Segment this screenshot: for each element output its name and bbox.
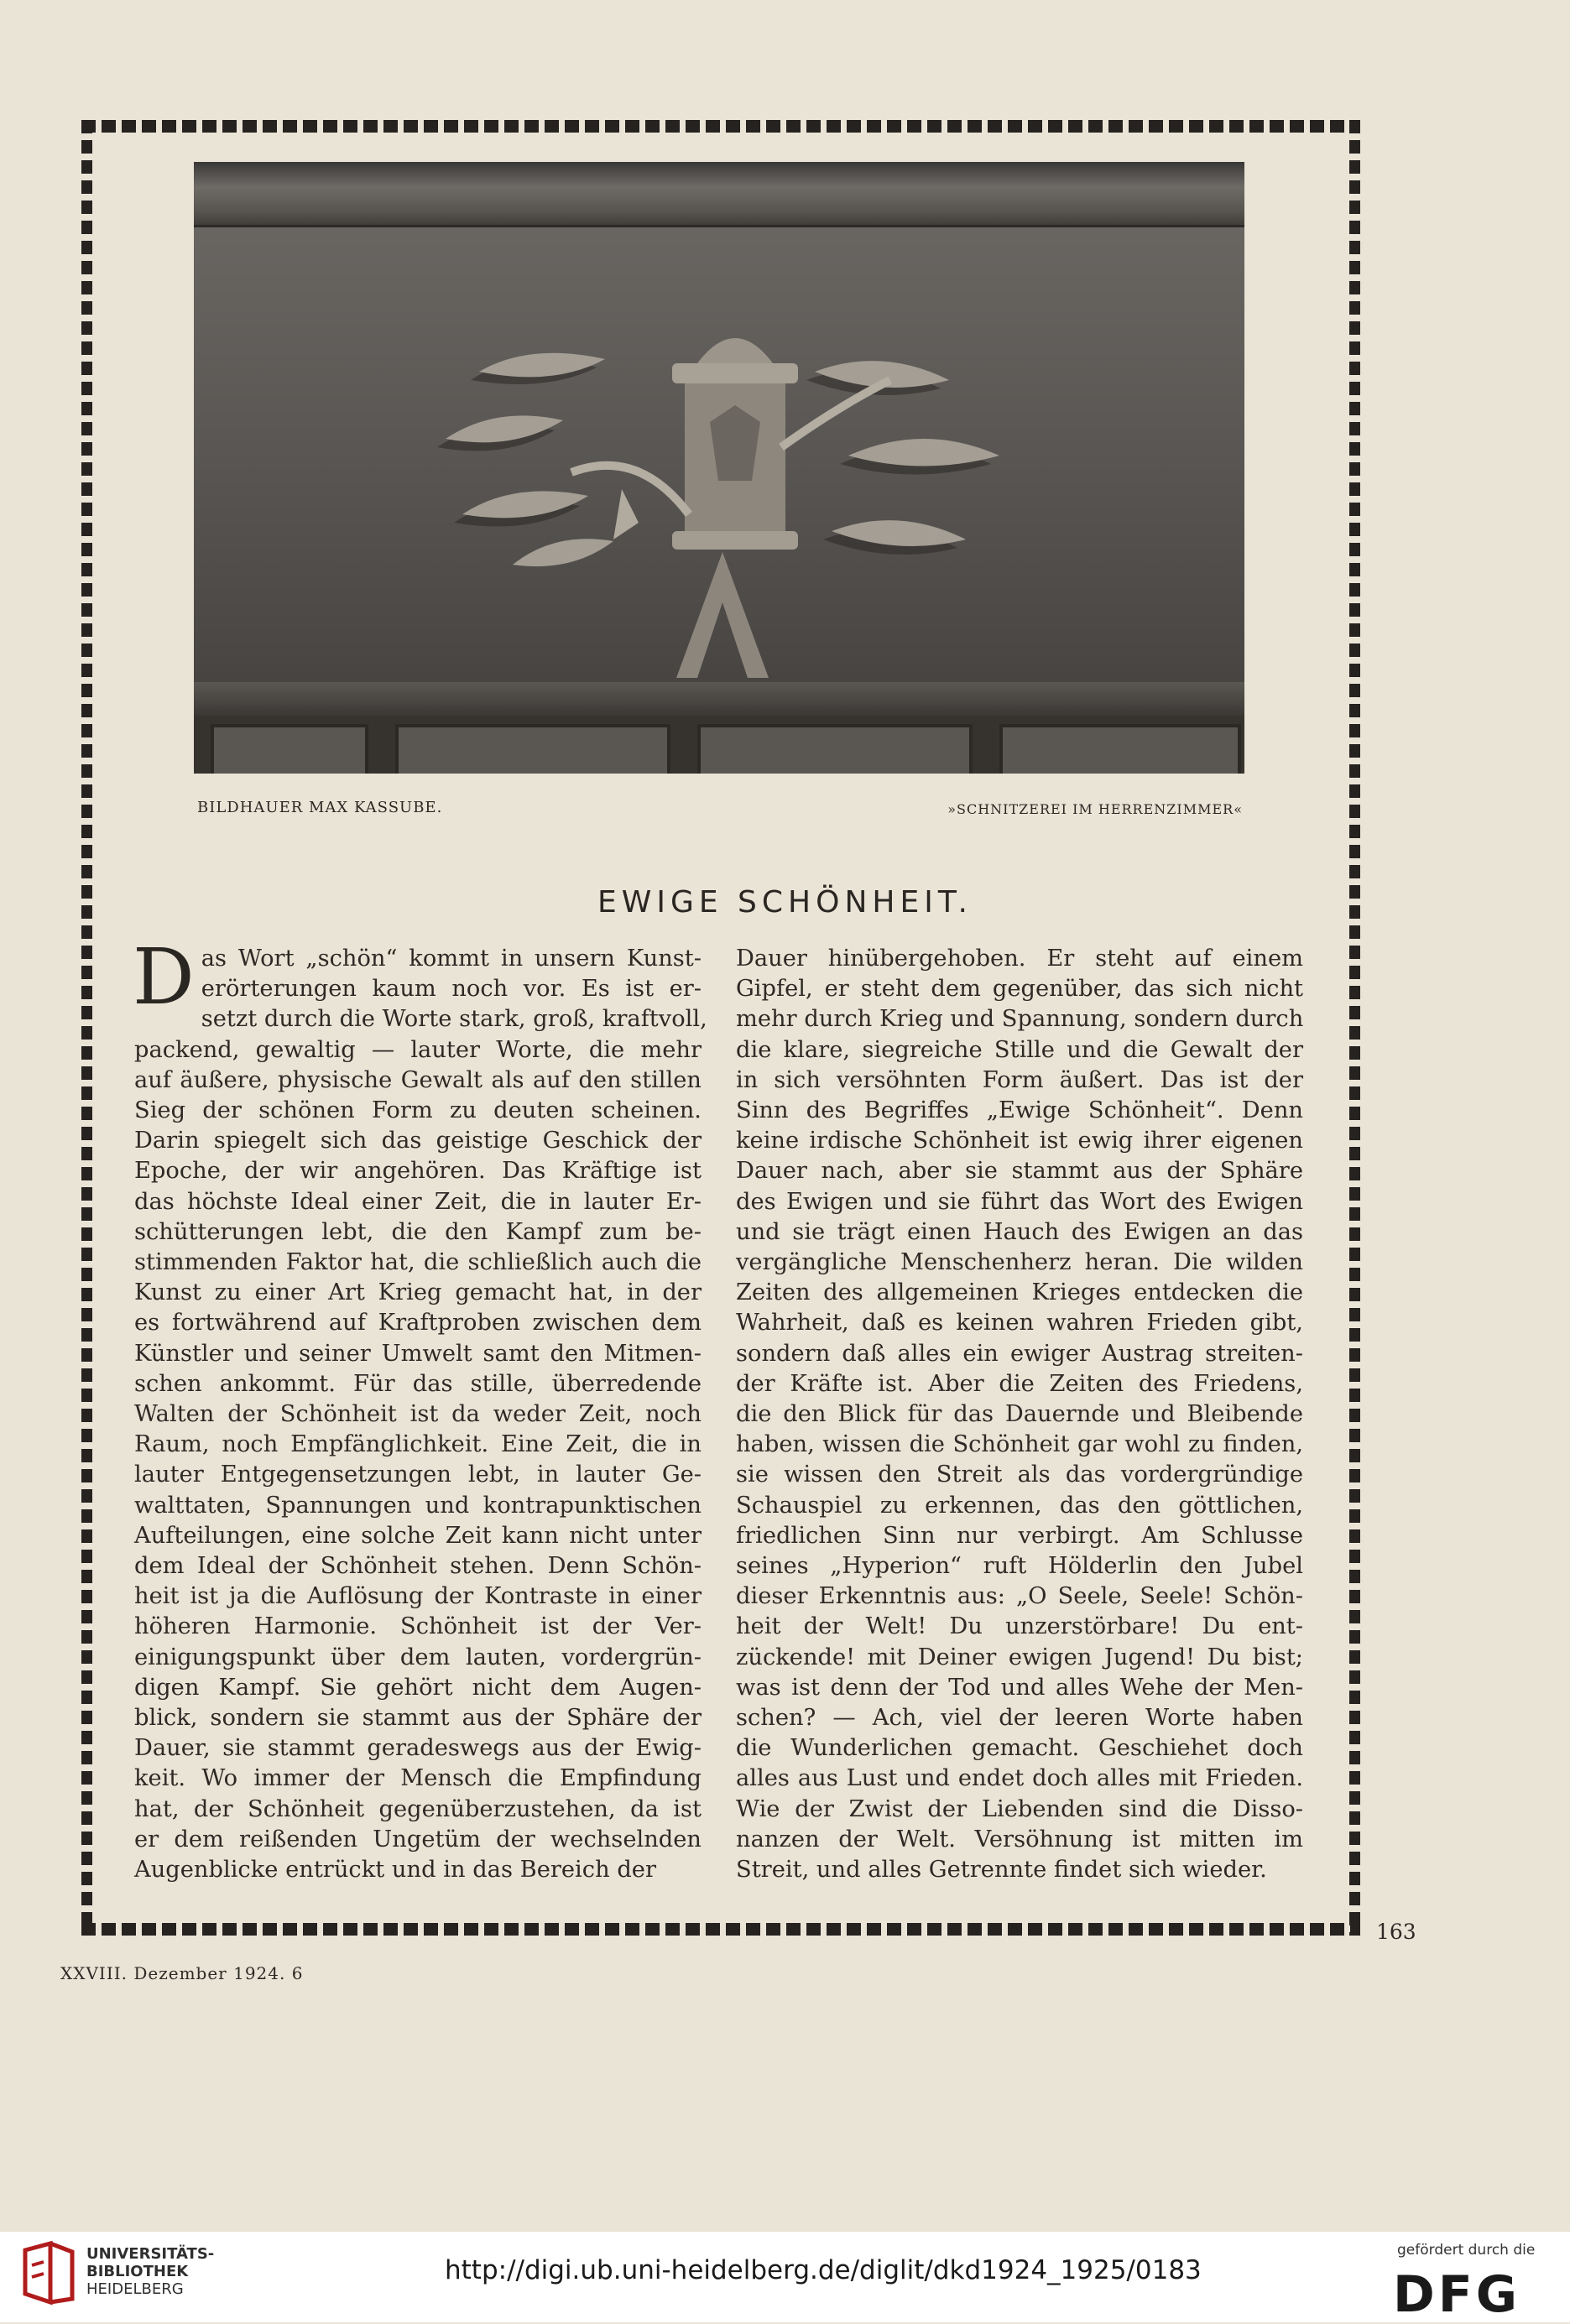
text-line: seines „Hyperion“ ruft Hölderlin den Jubel [736, 1553, 1303, 1580]
photo-panels [194, 716, 1244, 774]
text-line: haben, wissen die Schönheit gar wohl zu finden, [736, 1431, 1303, 1458]
text-line: die klare, siegreiche Stille und die Gewalt der [736, 1036, 1303, 1063]
text-line: erörterungen kaum noch vor. Es ist er- [201, 976, 702, 1003]
text-line: höheren Harmonie. Schönheit ist der Ver- [134, 1613, 702, 1640]
text-line: friedlichen Sinn nur verbirgt. Am Schlusse [736, 1522, 1303, 1549]
text-line: walttaten, Spannungen und kontrapunktischen [134, 1492, 702, 1519]
text-line: sie wissen den Streit als das vordergründige [736, 1462, 1303, 1488]
text-line: Gipfel, er steht dem gegenüber, das sich nicht [736, 976, 1303, 1003]
decorative-border-bottom [81, 1923, 1360, 1936]
decorative-border-right [1349, 120, 1360, 1936]
text-line: keit. Wo immer der Mensch die Empfindung [134, 1765, 702, 1792]
library-line-2: BIBLIOTHEK [86, 2263, 189, 2280]
text-line: as Wort „schön“ kommt in unsern Kunst- [201, 946, 702, 972]
chevron-ornament [676, 552, 769, 686]
text-line: vergängliche Menschenherz heran. Die wilden [736, 1249, 1303, 1276]
text-line: er dem reißenden Ungetüm der wechselnden [134, 1826, 702, 1852]
text-line: alles aus Lust und endet doch alles mit Frieden. [736, 1765, 1303, 1792]
text-line: dem Ideal der Schönheit stehen. Denn Schön- [134, 1553, 702, 1580]
text-line: schen ankommt. Für das stille, überredende [134, 1370, 702, 1397]
text-line: Aufteilungen, eine solche Zeit kann nicht unter [134, 1522, 702, 1549]
drop-cap: D [133, 932, 195, 1022]
university-library-logo-icon[interactable] [18, 2240, 79, 2307]
funding-label: gefördert durch die [1397, 2242, 1536, 2259]
dfg-logo[interactable]: DFG [1393, 2265, 1521, 2324]
text-line: Künstler und seiner Umwelt samt den Mitmen- [134, 1340, 702, 1367]
text-line: das höchste Ideal einer Zeit, die in lauter Er- [134, 1188, 702, 1215]
text-line: schen? — Ach, viel der leeren Worte haben [736, 1705, 1303, 1732]
text-line: setzt durch die Worte stark, groß, kraftvoll, [201, 1006, 707, 1033]
text-line: Raum, noch Empfänglichkeit. Eine Zeit, die in [134, 1431, 702, 1458]
text-line: heit ist ja die Auflösung der Kontraste in einer [134, 1583, 702, 1610]
text-line: heit der Welt! Du unzerstörbare! Du ent- [736, 1613, 1303, 1640]
text-line: es fortwährend auf Kraftproben zwischen dem [134, 1310, 702, 1337]
photo-cornice [194, 162, 1244, 227]
text-line: was ist denn der Tod und alles Wehe der Men- [736, 1674, 1303, 1701]
text-line: mehr durch Krieg und Spannung, sondern durch [736, 1006, 1304, 1033]
article-title: EWIGE SCHÖNHEIT. [597, 885, 973, 920]
text-line: lauter Entgegensetzungen lebt, in lauter Ge- [134, 1462, 702, 1488]
library-line-3: HEIDELBERG [86, 2280, 184, 2298]
text-line: blick, sondern sie stammt aus der Sphäre der [134, 1705, 702, 1732]
text-line: Dauer hinübergehoben. Er steht auf einem [736, 946, 1303, 972]
decorative-border-left [81, 120, 92, 1936]
text-line: zückende! mit Deiner ewigen Jugend! Du bist; [736, 1644, 1303, 1670]
text-line: digen Kampf. Sie gehört nicht dem Augen- [134, 1674, 702, 1701]
text-line: Epoche, der wir angehören. Das Kräftige ist [134, 1158, 702, 1185]
caption-title: »SCHNITZEREI IM HERRENZIMMER« [947, 801, 1243, 817]
text-line: sondern daß alles ein ewiger Austrag streiten- [736, 1340, 1303, 1367]
text-line: Streit, und alles Getrennte findet sich wieder. [736, 1857, 1267, 1884]
permalink-url[interactable]: http://digi.ub.uni-heidelberg.de/diglit/dkd1924_1925/0183 [445, 2255, 1202, 2285]
text-line: Zeiten des allgemeinen Krieges entdecken die [736, 1279, 1303, 1306]
text-line: stimmenden Faktor hat, die schließlich auch die [134, 1249, 702, 1276]
text-line: packend, gewaltig — lauter Worte, die mehr [134, 1036, 702, 1063]
text-line: Dauer, sie stammt geradeswegs aus der Ewig- [134, 1735, 702, 1762]
text-line: die Wunderlichen gemacht. Geschiehet doch [736, 1735, 1303, 1762]
text-line: einigungspunkt über dem lauten, vordergrün- [134, 1644, 702, 1670]
decorative-border-top [81, 120, 1360, 133]
text-line: Walten der Schönheit ist da weder Zeit, noch [134, 1401, 702, 1428]
page-number: 163 [1376, 1920, 1416, 1944]
text-line: und sie trägt einen Hauch des Ewigen an das [736, 1218, 1303, 1245]
text-line: des Ewigen und sie führt das Wort des Ewigen [736, 1188, 1303, 1215]
text-line: Dauer nach, aber sie stammt aus der Sphäre [736, 1158, 1303, 1185]
text-line: auf äußere, physische Gewalt als auf den stillen [134, 1066, 702, 1093]
text-line: in sich versöhnten Form äußert. Das ist der [736, 1066, 1303, 1093]
text-line: hat, der Schönheit gegenüberzustehen, da ist [134, 1795, 702, 1822]
text-line: Sinn des Begriffes „Ewige Schönheit“. Denn [736, 1097, 1303, 1124]
text-line: Kunst zu einer Art Krieg gemacht hat, in der [134, 1279, 702, 1306]
text-column-right [736, 944, 1303, 1885]
text-line: schütterungen lebt, die den Kampf zum be- [134, 1218, 702, 1245]
text-line: Wie der Zwist der Liebenden sind die Disso- [736, 1795, 1303, 1822]
text-line: Augenblicke entrückt und in das Bereich der [134, 1857, 657, 1884]
library-name[interactable] [86, 2245, 214, 2298]
issue-line: XXVIII. Dezember 1924. 6 [60, 1963, 304, 1983]
text-line: Wahrheit, daß es keinen wahren Frieden gibt, [736, 1310, 1303, 1337]
woodcarving-photograph [194, 162, 1244, 774]
photo-base-moulding [194, 682, 1244, 716]
text-line: nanzen der Welt. Versöhnung ist mitten im [736, 1826, 1303, 1852]
caption-artist: BILDHAUER MAX KASSUBE. [197, 799, 443, 816]
text-column-left [133, 932, 707, 1885]
library-line-1: UNIVERSITÄTS- [86, 2245, 215, 2263]
text-line: Darin spiegelt sich das geistige Geschick der [134, 1128, 702, 1154]
text-line: keine irdische Schönheit ist ewig ihrer eigenen [736, 1128, 1303, 1154]
text-line: Schauspiel zu erkennen, das den göttlichen, [736, 1492, 1303, 1519]
text-line: der Kräfte ist. Aber die Zeiten des Friedens, [736, 1370, 1303, 1397]
text-line: dieser Erkenntnis aus: „O Seele, Seele! Schön- [736, 1583, 1303, 1610]
text-line: die den Blick für das Dauernde und Bleibende [736, 1401, 1303, 1428]
text-line: Sieg der schönen Form zu deuten scheinen. [134, 1097, 702, 1124]
